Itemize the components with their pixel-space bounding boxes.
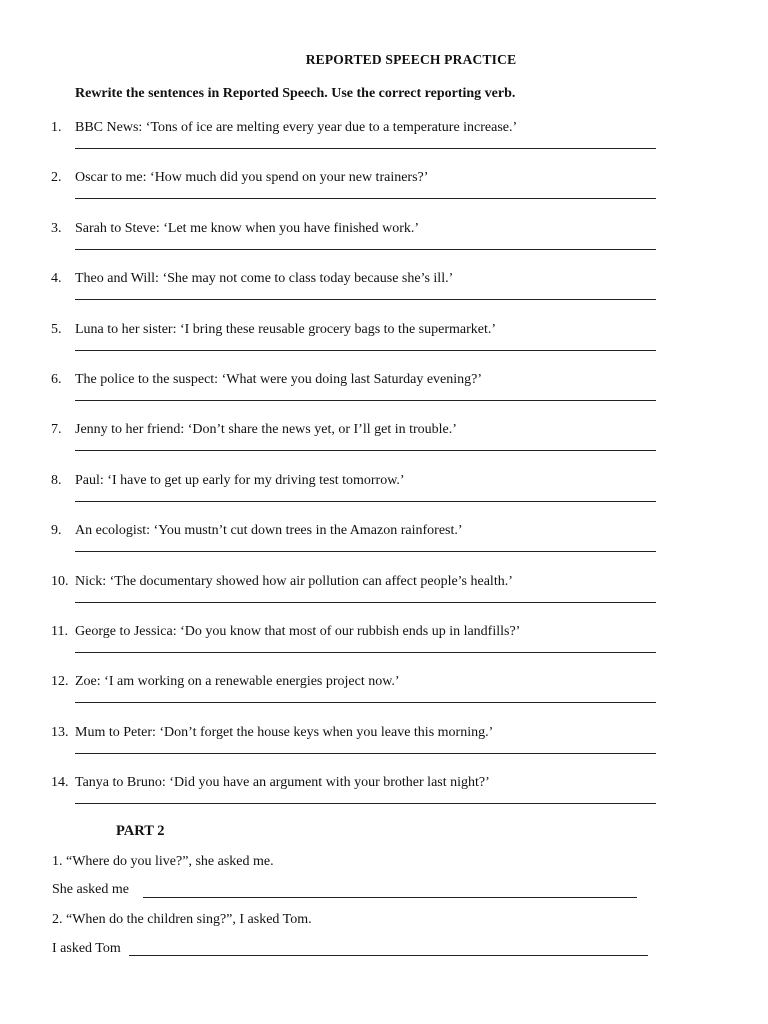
part2-answer-start-2: I asked Tom [52, 941, 121, 956]
answer-line[interactable] [75, 148, 656, 149]
question-text: Jenny to her friend: ‘Don’t share the news yet, or I’ll get in trouble.’ [75, 422, 457, 438]
answer-line[interactable] [75, 450, 656, 451]
answer-line[interactable] [75, 299, 656, 300]
answer-line[interactable] [75, 350, 656, 351]
part2-answer-start-1: She asked me [52, 882, 129, 897]
answer-line[interactable] [75, 702, 656, 703]
question-text: Zoe: ‘I am working on a renewable energies project now.’ [75, 674, 400, 690]
question-item [0, 624, 768, 664]
part2-prompt-2: 2. “When do the children sing?”, I asked Tom. [52, 912, 312, 927]
answer-line[interactable] [75, 501, 656, 502]
question-number: 3. [51, 220, 62, 236]
question-item [0, 775, 768, 815]
question-number: 4. [51, 271, 62, 287]
answer-line[interactable] [75, 803, 656, 804]
question-item [0, 674, 768, 714]
question-number: 5. [51, 321, 62, 337]
question-text: George to Jessica: ‘Do you know that most of our rubbish ends up in landfills?’ [75, 624, 521, 639]
question-number: 10. [51, 573, 69, 589]
question-text: The police to the suspect: ‘What were you doing last Saturday evening?’ [75, 372, 483, 387]
question-item [0, 473, 768, 513]
question-item [0, 271, 768, 311]
part2-answer-line-2[interactable] [129, 955, 648, 956]
part2-heading: PART 2 [116, 823, 165, 839]
question-text: Sarah to Steve: ‘Let me know when you have finished work.’ [75, 220, 420, 236]
instructions: Rewrite the sentences in Reported Speech. Use the correct reporting verb. [75, 86, 516, 101]
part2-prompt-1: 1. “Where do you live?”, she asked me. [52, 854, 274, 869]
question-item [0, 120, 768, 160]
question-item [0, 574, 768, 614]
question-item [0, 422, 768, 462]
answer-line[interactable] [75, 249, 656, 250]
question-text: Theo and Will: ‘She may not come to class today because she’s ill.’ [75, 271, 454, 287]
worksheet-title: REPORTED SPEECH PRACTICE [305, 52, 517, 67]
answer-line[interactable] [75, 400, 656, 401]
answer-line[interactable] [75, 753, 656, 754]
question-number: 12. [51, 674, 69, 690]
question-number: 8. [51, 472, 62, 488]
question-number: 11. [51, 624, 68, 639]
question-text: Nick: ‘The documentary showed how air pollution can affect people’s health.’ [75, 573, 513, 589]
question-text: Tanya to Bruno: ‘Did you have an argument with your brother last night?’ [75, 775, 490, 791]
question-item [0, 725, 768, 765]
answer-line[interactable] [75, 551, 656, 552]
question-item [0, 322, 768, 362]
question-text: Mum to Peter: ‘Don’t forget the house keys when you leave this morning.’ [75, 724, 494, 740]
question-number: 2. [51, 170, 62, 186]
question-number: 14. [51, 775, 69, 791]
part2-answer-line-1[interactable] [143, 897, 637, 898]
question-number: 6. [51, 372, 62, 387]
question-item [0, 523, 768, 563]
question-item [0, 170, 768, 210]
question-text: An ecologist: ‘You mustn’t cut down trees in the Amazon rainforest.’ [75, 523, 463, 539]
answer-line[interactable] [75, 652, 656, 653]
question-text: Paul: ‘I have to get up early for my driving test tomorrow.’ [75, 472, 405, 488]
question-number: 7. [51, 422, 62, 438]
answer-line[interactable] [75, 602, 656, 603]
question-item [0, 372, 768, 412]
question-number: 9. [51, 523, 62, 539]
question-text: Oscar to me: ‘How much did you spend on your new trainers?’ [75, 170, 429, 186]
question-number: 13. [51, 724, 69, 740]
question-item [0, 221, 768, 261]
answer-line[interactable] [75, 198, 656, 199]
question-text: Luna to her sister: ‘I bring these reusable grocery bags to the supermarket.’ [75, 321, 497, 337]
question-text: BBC News: ‘Tons of ice are melting every year due to a temperature increase.’ [75, 120, 518, 135]
question-number: 1. [51, 120, 62, 135]
